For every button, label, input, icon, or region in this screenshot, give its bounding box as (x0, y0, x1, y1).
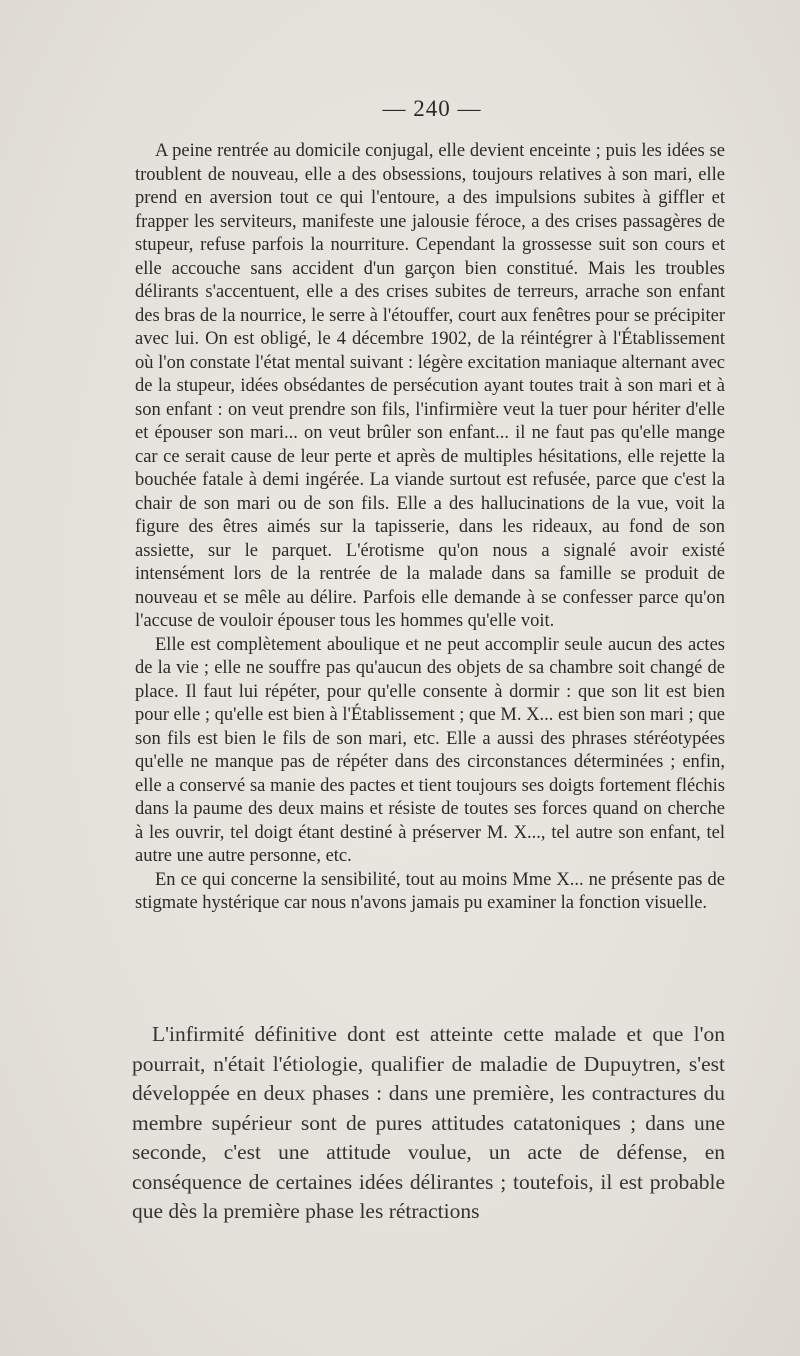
paragraph-2: Elle est complètement aboulique et ne peut accomplir seule aucun des actes de la vie ; elle ne souffre pas qu'aucun des objets de sa chambre soit changé de place. Il faut lui répéter, pour qu'elle consente à dormir : que son lit est bien pour elle ; qu'elle est bien à l'Établissement ; que M. X... est bien son mari ; que son fils est bien le fils de son mari, etc. Elle a aussi des phrases stéréotypées qu'elle ne manque pas de répéter dans des circonstances déterminées ; enfin, elle a conservé sa manie des pactes et tient toujours ses doigts fortement fléchis dans la paume des deux mains et résiste de toutes ses forces quand on cherche à les ouvrir, tel doigt étant destiné à préserver M. X..., tel autre son enfant, tel autre une autre personne, etc. (135, 634, 725, 866)
case-description (135, 140, 725, 916)
page-number: — 240 — (382, 96, 482, 121)
paragraph-1: A peine rentrée au domicile conjugal, elle devient enceinte ; puis les idées se troublent de nouveau, elle a des obsessions, toujours relatives à son mari, elle prend en aversion tout ce qui l'entoure, a des impulsions subites à giffler et frapper les serviteurs, manifeste une jalousie féroce, a des crises passagères de stupeur, refuse parfois la nourriture. Cependant la grossesse suit son cours et elle accouche sans accident d'un garçon bien constitué. Mais les troubles délirants s'accentuent, elle a des crises subites de terreurs, arrache son enfant des bras de la nourrice, le serre à l'étouffer, court aux fenêtres pour se précipiter avec lui. On est obligé, le 4 décembre 1902, de la réintégrer à l'Établissement où l'on constate l'état mental suivant : légère excitation maniaque alternant avec de la stupeur, idées obsédantes de persécution ayant toutes trait à son mari et à son enfant : on veut prendre son fils, l'infirmière veut la tuer pour hériter d'elle et épouser son mari... on veut brûler son enfant... il ne faut pas qu'elle mange car ce serait cause de leur perte et après de multiples hésitations, elle rejette la bouchée fatale à demi ingérée. La viande surtout est refusée, parce que c'est la chair de son mari ou de son fils. Elle a des hallucinations de la vue, voit la figure des êtres aimés sur la tapisserie, dans les rideaux, au fond de son assiette, sur le parquet. L'érotisme qu'on nous a signalé avoir existé intensément lors de la rentrée de la malade dans sa famille se produit de nouveau et se mêle au délire. Parfois elle demande à se confesser parce qu'on l'accuse de vouloir épouser tous les hommes qu'elle voit. (135, 141, 725, 631)
paragraph-3: En ce qui concerne la sensibilité, tout au moins Mme X... ne présente pas de stigmate hystérique car nous n'avons jamais pu examiner la fonction visuelle. (135, 869, 725, 913)
commentary (132, 1020, 725, 1227)
paragraph-conclusion: L'infirmité définitive dont est atteinte cette malade et que l'on pourrait, n'était l'étiologie, qualifier de maladie de Dupuytren, s'est développée en deux phases : dans une première, les contractures du membre supérieur sont de pures attitudes catatoniques ; dans une seconde, c'est une attitude voulue, un acte de défense, en conséquence de certaines idées délirantes ; toutefois, il est probable que dès la première phase les rétractions (132, 1022, 725, 1223)
